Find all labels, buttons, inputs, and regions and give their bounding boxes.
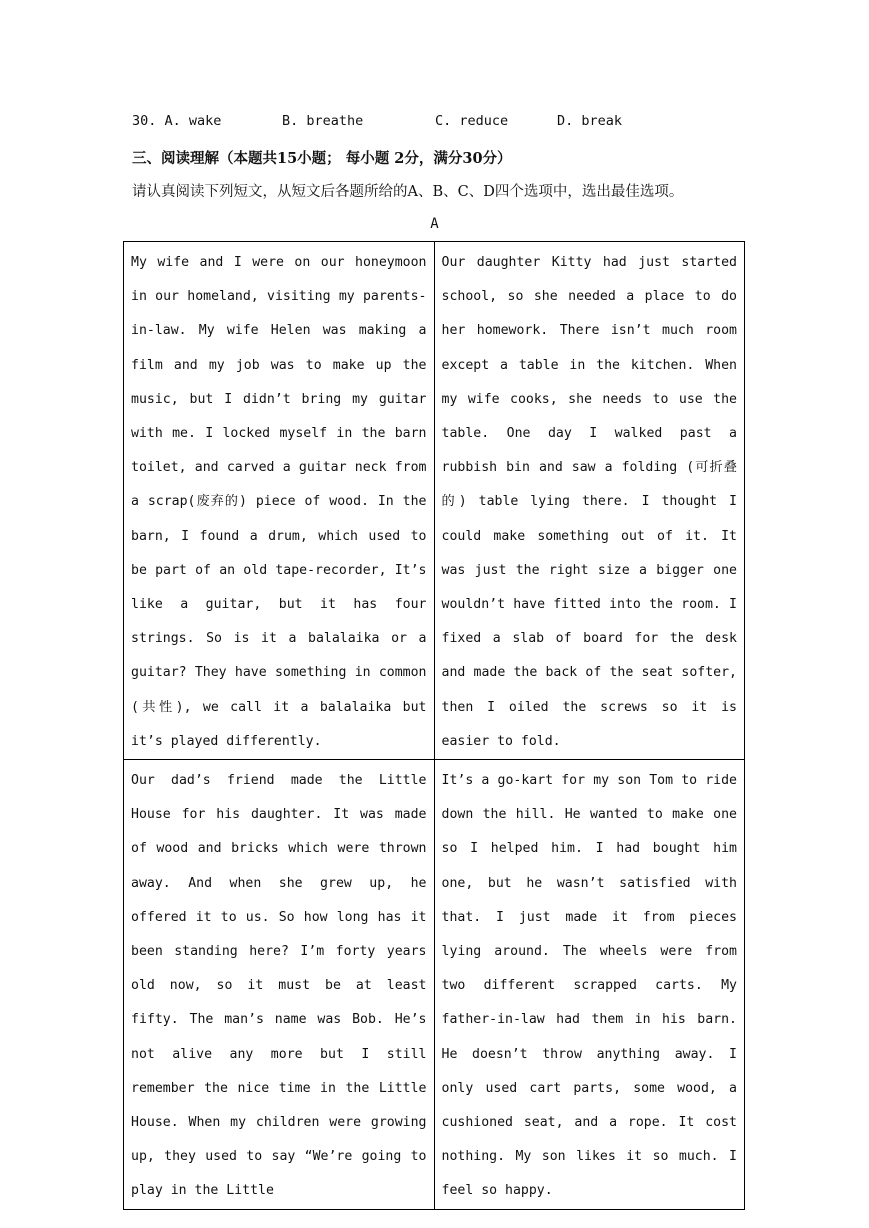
passage-cell-balalaika: [124, 242, 435, 760]
question-30-option-c: C. reduce: [435, 113, 509, 129]
passage-table: [123, 241, 745, 1210]
question-30-option-d: D. break: [557, 113, 623, 129]
cell-text: My wife and I were on our honeymoon in our homeland, visiting my parents-in-law. My wife Helen was making a film and my job was to make up the music, but I didn’t bring my guitar with me. I locked myself in the barn toilet, and carved a guitar neck from a scrap(废弃的) piece of wood. In the barn, I found a drum, which used to be part of an old tape-recorder, It’s like a guitar, but it has four strings. So is it a balalaika or a guitar? They have something in common (共性), we call it a balalaika but it’s played differently.: [131, 255, 427, 749]
cell-text: Our daughter Kitty had just started school, so she needed a place to do her homework. There isn’t much room except a table in the kitchen. When my wife cooks, she needs to use the table. One day I walked past a rubbish bin and saw a folding (可折叠的) table lying there. I thought I could make something out of it. It was just the right size a bigger one wouldn’t have fitted into the room. I fixed a slab of board for the desk and made the back of the seat softer, then I oiled the screws so it is easier to fold.: [441, 255, 737, 749]
question-number: 30.: [132, 113, 157, 129]
table-row: [124, 242, 745, 760]
passage-letter: A: [430, 216, 439, 232]
passage-cell-go-kart: [434, 760, 745, 1210]
cell-text: Our dad’s friend made the Little House for his daughter. It was made of wood and bricks which were thrown away. And when she grew up, he offered it to us. So how long has it been standing here? I’m forty years old now, so it must be at least fifty. The man’s name was Bob. He’s not alive any more but I still remember the nice time in the Little House. When my children were growing up, they used to say “We’re going to play in the Little: [131, 773, 427, 1199]
passage-cell-folding-table: [434, 242, 745, 760]
cell-text: It’s a go-kart for my son Tom to ride down the hill. He wanted to make one so I helped him. I had bought him one, but he wasn’t satisfied with that. I just made it from pieces lying around. The wheels were from two different scrapped carts. My father-in-law had them in his barn. He doesn’t throw anything away. I only used cart parts, some wood, a cushioned seat, and a rope. It cost nothing. My son likes it so much. I feel so happy.: [441, 773, 737, 1199]
question-30-options: [132, 113, 622, 129]
question-30-option-a: 30. A. wake: [132, 113, 222, 129]
table-row: [124, 760, 745, 1210]
section-title: 三、阅读理解（本题共15小题； 每小题 2分，满分30分）: [132, 150, 512, 167]
question-30-option-b: B. breathe: [282, 113, 364, 129]
passage-cell-little-house: [124, 760, 435, 1210]
section-instruction: 请认真阅读下列短文，从短文后各题所给的A、B、C、D四个选项中，选出最佳选项。: [132, 184, 684, 200]
